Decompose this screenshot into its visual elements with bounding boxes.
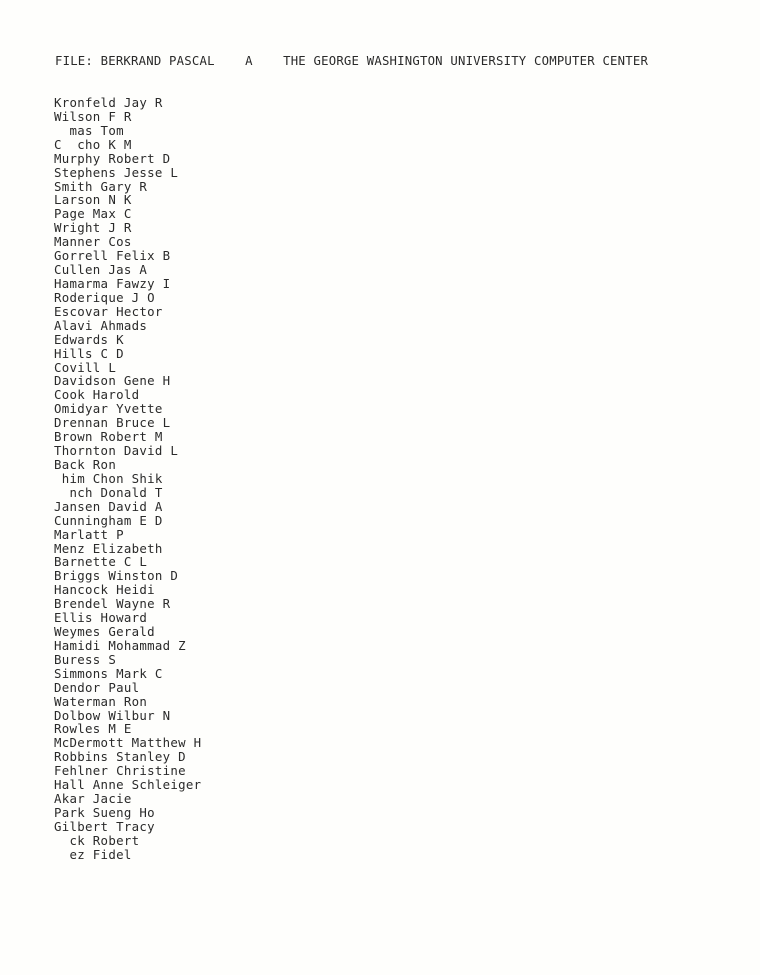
list-item: Covill L	[54, 359, 117, 375]
list-item: Roderique J O	[54, 289, 155, 305]
list-item: Menz Elizabeth	[54, 540, 163, 556]
list-item: Page Max C	[54, 206, 132, 222]
list-item: Stephens Jesse L	[54, 164, 179, 180]
list-item: Hamarma Fawzy I	[54, 275, 171, 291]
list-item: ez Fidel	[54, 846, 132, 862]
list-item: Kronfeld Jay R	[54, 95, 163, 110]
list-item: Gilbert Tracy	[54, 818, 155, 834]
list-item: Marlatt P	[54, 526, 124, 542]
list-item: Cook Harold	[54, 387, 140, 403]
list-item: Smith Gary R	[54, 178, 148, 194]
list-item: Hall Anne Schleiger	[54, 777, 202, 793]
list-item: Edwards K	[54, 331, 124, 347]
list-item: Dendor Paul	[54, 679, 140, 695]
list-item: Cunningham E D	[54, 512, 163, 528]
list-item: C cho K M	[54, 136, 132, 152]
list-item: Brown Robert M	[54, 429, 163, 445]
list-item: Robbins Stanley D	[54, 749, 186, 765]
list-item: McDermott Matthew H	[54, 735, 202, 751]
list-item: Akar Jacie	[54, 791, 132, 807]
list-item: Escovar Hector	[54, 303, 163, 319]
list-item: Simmons Mark C	[54, 665, 163, 681]
list-item: Buress S	[54, 651, 117, 667]
list-item: Park Sueng Ho	[54, 805, 155, 821]
list-item: Hamidi Mohammad Z	[54, 637, 186, 653]
list-item: nch Donald T	[54, 484, 163, 500]
list-item: ck Robert	[54, 832, 140, 848]
list-item: Brendel Wayne R	[54, 596, 171, 612]
list-item: Ellis Howard	[54, 610, 148, 626]
list-item: him Chon Shik	[54, 470, 163, 486]
list-item: Thornton David L	[54, 443, 179, 459]
list-item: mas Tom	[54, 122, 124, 138]
list-item: Omidyar Yvette	[54, 401, 163, 417]
list-item: Wright J R	[54, 220, 132, 236]
list-item: Fehlner Christine	[54, 763, 186, 779]
list-item: Davidson Gene H	[54, 373, 171, 389]
list-item: Rowles M E	[54, 721, 132, 737]
list-item: Manner Cos	[54, 234, 132, 250]
list-item: Back Ron	[54, 456, 117, 472]
list-item: Drennan Bruce L	[54, 415, 171, 431]
list-item: Weymes Gerald	[54, 624, 155, 640]
list-item: Cullen Jas A	[54, 262, 148, 278]
list-item: Larson N K	[54, 192, 132, 208]
list-item: Murphy Robert D	[54, 150, 171, 166]
list-item: Alavi Ahmads	[54, 317, 148, 333]
file-header: FILE: BERKRAND PASCAL A THE GEORGE WASHINGTON UNIVERSITY COMPUTER CENTER	[55, 54, 649, 68]
list-item: Jansen David A	[54, 498, 163, 514]
list-item: Hancock Heidi	[54, 582, 155, 598]
list-item: Hills C D	[54, 345, 124, 361]
list-item: Dolbow Wilbur N	[54, 707, 171, 723]
list-item: Waterman Ron	[54, 693, 148, 709]
list-item: Gorrell Felix B	[54, 248, 171, 264]
name-list	[54, 96, 201, 862]
list-item: Wilson F R	[54, 108, 132, 124]
list-item: Briggs Winston D	[54, 568, 179, 584]
list-item: Barnette C L	[54, 554, 148, 570]
